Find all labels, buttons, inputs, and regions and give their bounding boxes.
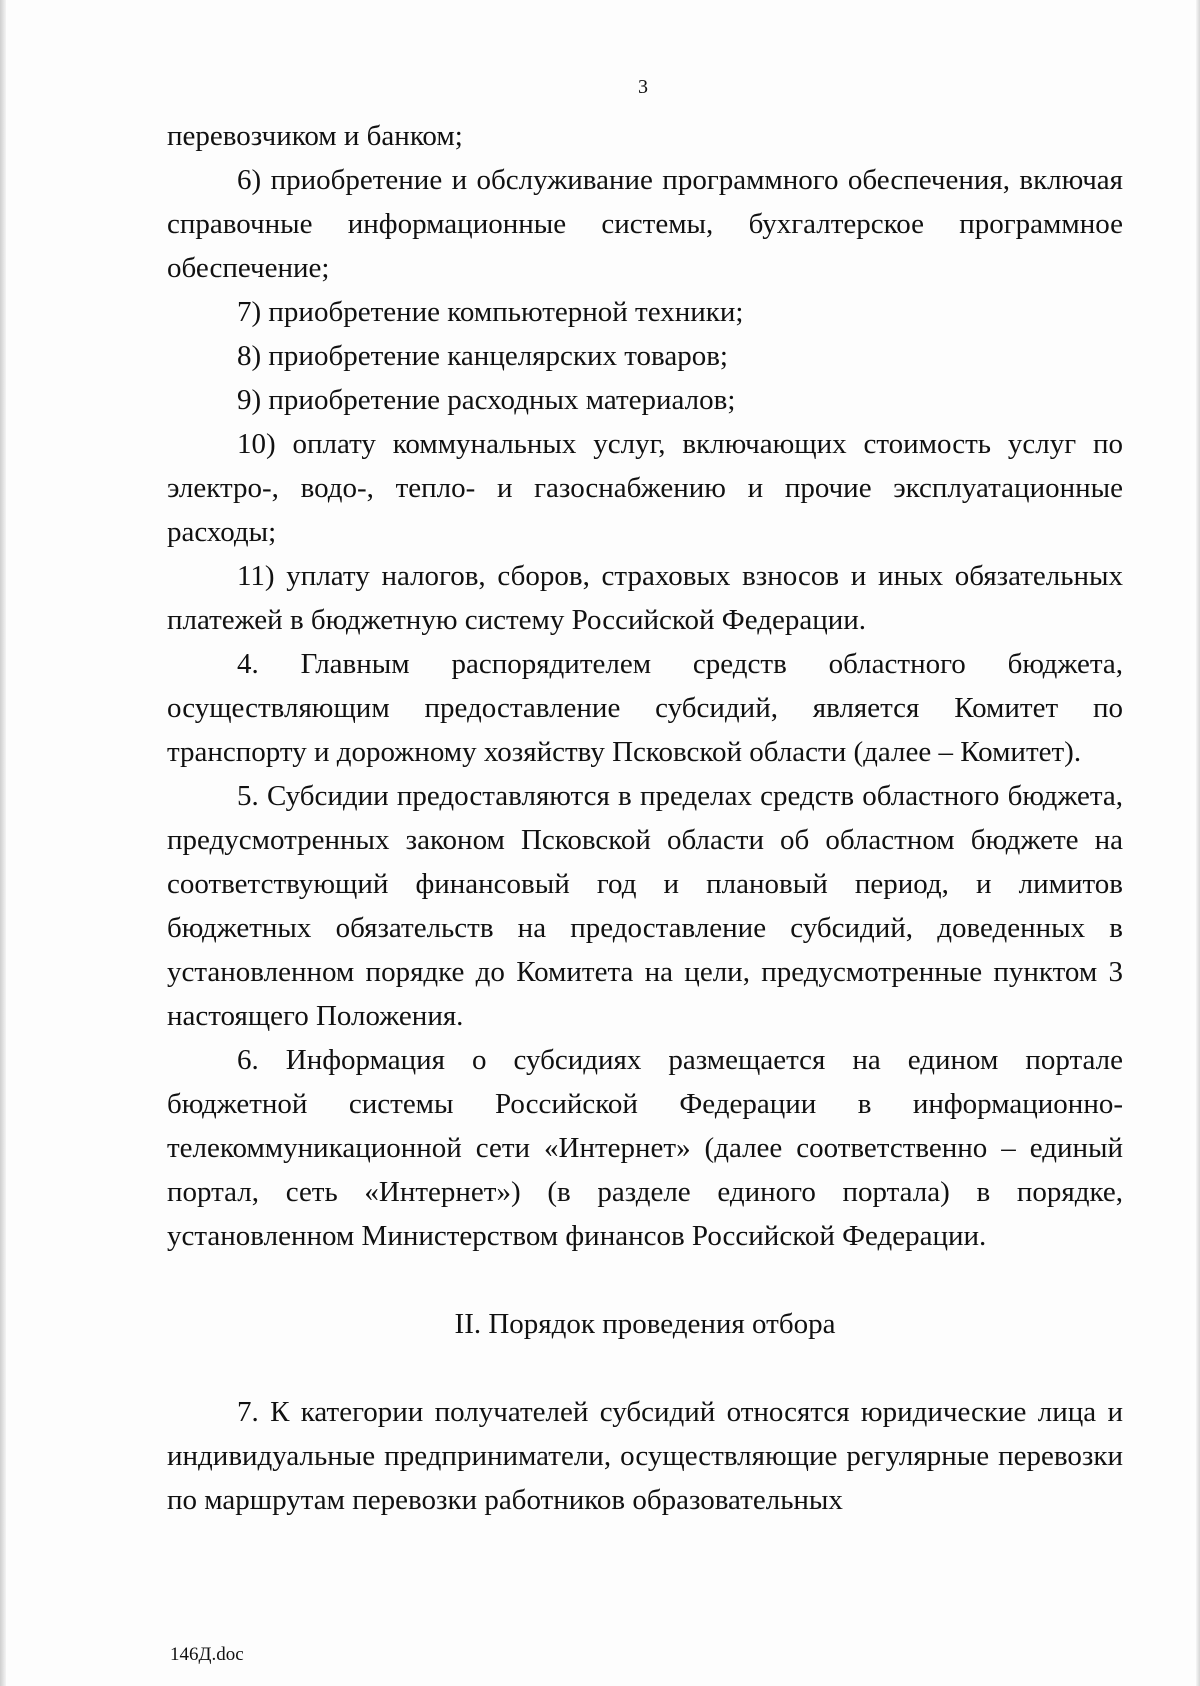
list-item-9: 9) приобретение расходных материалов; (237, 384, 736, 416)
clause-5: 5. Субсидии предоставляются в пределах средств областного бюджета, предусмотренных законом Псковской области об областном бюджете на соответствующий финансовый год и плановый период, и лимитов бюджетных обязательств на предоставление субсидий, доведенных в установленном порядке до Комитета на цели, предусмотренные пунктом 3 настоящего Положения. (167, 780, 1123, 1032)
document-body (167, 114, 1123, 1522)
list-item-10: 10) оплату коммунальных услуг, включающих стоимость услуг по электро-, водо-, тепло- и газоснабжению и прочие эксплуатационные расходы; (167, 428, 1123, 548)
clause-4: 4. Главным распорядителем средств областного бюджета, осуществляющим предоставление субсидий, является Комитет по транспорту и дорожному хозяйству Псковской области (далее – Комитет). (167, 648, 1123, 768)
list-item-6: 6) приобретение и обслуживание программного обеспечения, включая справочные информационные системы, бухгалтерское программное обеспечение; (167, 164, 1123, 284)
paragraph-continuation: перевозчиком и банком; (167, 120, 463, 152)
scan-edge-right (1196, 0, 1200, 1686)
clause-7: 7. К категории получателей субсидий относятся юридические лица и индивидуальные предприниматели, осуществляющие регулярные перевозки по маршрутам перевозки работников образовательных (167, 1396, 1123, 1516)
clause-6: 6. Информация о субсидиях размещается на едином портале бюджетной системы Российской Федерации в информационно-телекоммуникационной сети «Интернет» (далее соответственно – единый портал, сеть «Интернет») (в разделе единого портала) в порядке, установленном Министерством финансов Российской Федерации. (167, 1044, 1123, 1252)
list-item-11: 11) уплату налогов, сборов, страховых взносов и иных обязательных платежей в бюджетную систему Российской Федерации. (167, 560, 1123, 636)
list-item-8: 8) приобретение канцелярских товаров; (237, 340, 728, 372)
footer-filename: 146Д.doc (170, 1644, 244, 1665)
page-number: 3 (638, 76, 648, 98)
list-item-7: 7) приобретение компьютерной техники; (237, 296, 744, 328)
scan-edge-left (0, 0, 6, 1686)
section-heading: II. Порядок проведения отбора (454, 1308, 836, 1340)
